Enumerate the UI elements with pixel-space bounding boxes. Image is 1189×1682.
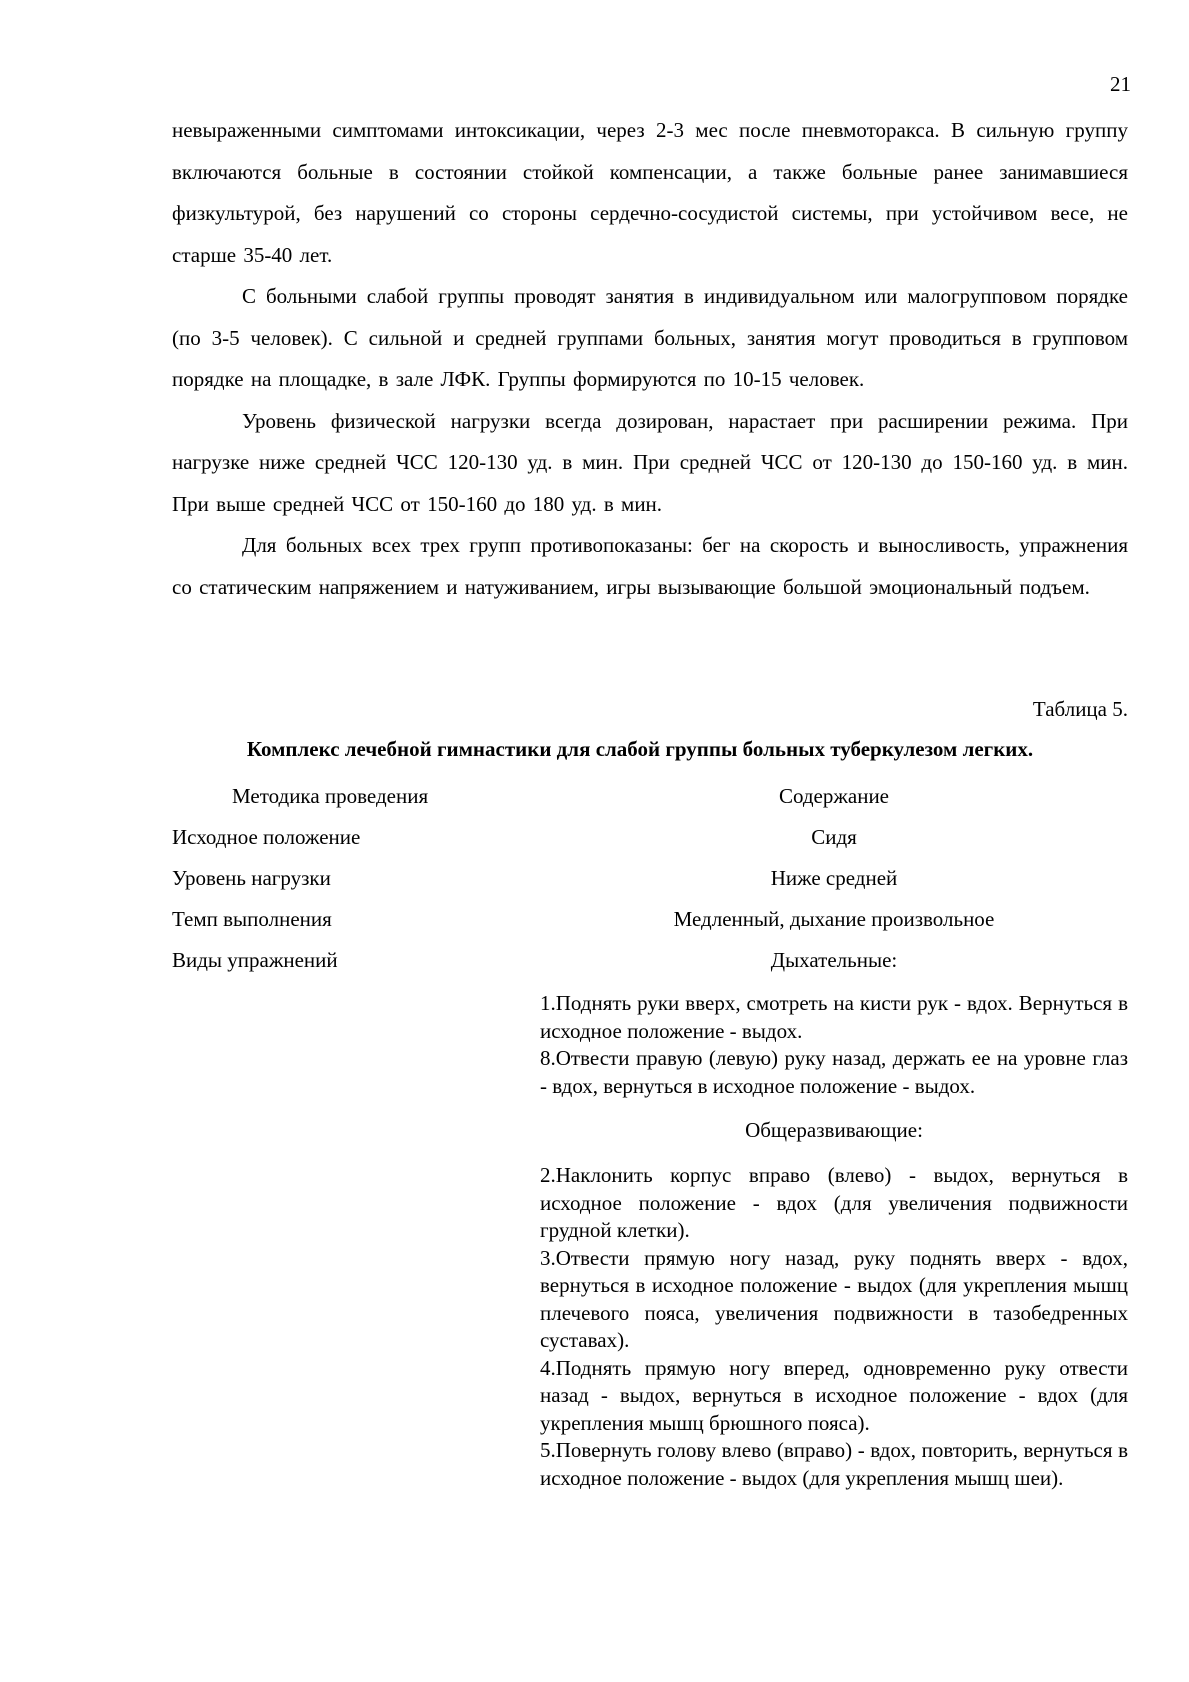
exercise-item: 1.Поднять руки вверх, смотреть на кисти рук - вдох. Вернуться в исходное положение - выдох. bbox=[540, 991, 1128, 1043]
general-heading: Общеразвивающие: bbox=[745, 1118, 923, 1142]
body-text bbox=[172, 110, 1128, 608]
row-value: Сидя bbox=[811, 825, 857, 849]
row-value: Медленный, дыхание произвольное bbox=[673, 907, 995, 931]
paragraph-1: невыраженными симптомами интоксикации, через 2-3 мес после пневмоторакса. В сильную группу включаются больные в состоянии стойкой компенсации, а также больные ранее занимавшиеся физкультурой, без нарушений со стороны сердечно-сосудистой системы, при устойчивом весе, не старше 35-40 лет. bbox=[172, 118, 1128, 267]
table-label: Таблица 5. bbox=[1032, 697, 1128, 721]
paragraph-2: С больными слабой группы проводят занятия в индивидуальном или малогрупповом порядке (по 3-5 человек). С сильной и средней группами больных, занятия могут проводиться в групповом порядке на площадке, в зале ЛФК. Группы формируются по 10-15 человек. bbox=[172, 284, 1128, 391]
paragraph-4: Для больных всех трех групп противопоказаны: бег на скорость и выносливость, упражнения со статическим напряжением и натуживанием, игры вызывающие большой эмоциональный подъем. bbox=[172, 533, 1128, 599]
row-label: Исходное положение bbox=[172, 825, 361, 849]
exercise-item: 4.Поднять прямую ногу вперед, одновременно руку отвести назад - выдох, вернуться в исходное положение - вдох (для укрепления мышц брюшного пояса). bbox=[540, 1355, 1128, 1435]
general-exercises bbox=[540, 1162, 1128, 1492]
row-value: Ниже средней bbox=[770, 866, 898, 890]
table-title: Комплекс лечебной гимнастики для слабой группы больных туберкулезом легких. bbox=[246, 737, 1034, 761]
row-label: Виды упражнений bbox=[172, 948, 338, 972]
breathing-exercises bbox=[540, 990, 1128, 1100]
exercise-item: 8.Отвести правую (левую) руку назад, держать ее на уровне глаз - вдох, вернуться в исходное положение - выдох. bbox=[540, 1046, 1128, 1098]
exercise-item: 2.Наклонить корпус вправо (влево) - выдох, вернуться в исходное положение - вдох (для увеличения подвижности грудной клетки). bbox=[540, 1163, 1128, 1242]
paragraph-3: Уровень физической нагрузки всегда дозирован, нарастает при расширении режима. При нагрузке ниже средней ЧСС 120-130 уд. в мин. При средней ЧСС от 120-130 до 150-160 уд. в мин. При выше средней ЧСС от 150-160 до 180 уд. в мин. bbox=[172, 408, 1128, 516]
header-right: Содержание bbox=[778, 784, 890, 808]
row-value: Дыхательные: bbox=[770, 948, 898, 972]
row-label: Уровень нагрузки bbox=[172, 866, 331, 890]
header-left: Методика проведения bbox=[232, 784, 429, 808]
exercise-item: 5.Повернуть голову влево (вправо) - вдох, повторить, вернуться в исходное положение - выдох (для укрепления мышц шеи). bbox=[540, 1438, 1128, 1490]
row-label: Темп выполнения bbox=[172, 907, 332, 931]
exercise-item: 3.Отвести прямую ногу назад, руку поднять вверх - вдох, вернуться в исходное положение - выдох (для укрепления мышц плечевого пояса, увеличения подвижности в тазобедренных суставах). bbox=[540, 1245, 1128, 1352]
page-number: 21 bbox=[1110, 72, 1131, 96]
